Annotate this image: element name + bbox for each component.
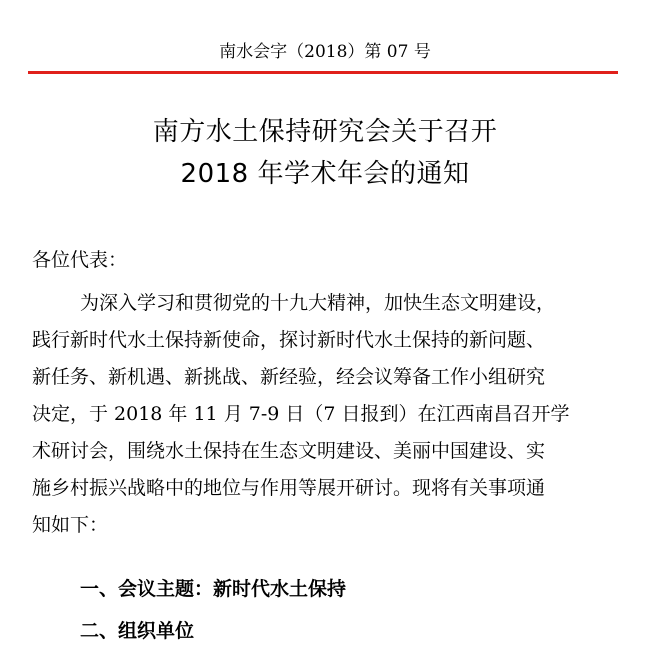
document-number: 南水会字（2018）第 07 号	[219, 42, 431, 62]
section-heading-2: 二、组织单位	[80, 620, 195, 642]
paragraph-line-7: 知如下：	[32, 514, 109, 536]
salutation: 各位代表：	[32, 249, 128, 271]
paragraph-line-5: 术研讨会，围绕水土保持在生态文明建设、美丽中国建设、实	[32, 440, 546, 462]
title-line-2: 2018 年学术年会的通知	[180, 159, 470, 189]
section-heading-1: 一、会议主题：新时代水土保持	[80, 578, 347, 600]
paragraph-line-2: 践行新时代水土保持新使命，探讨新时代水土保持的新问题、	[32, 329, 546, 351]
paragraph-line-6: 施乡村振兴战略中的地位与作用等展开研讨。现将有关事项通	[32, 477, 546, 499]
paragraph-line-4: 决定，于 2018 年 11 月 7-9 日（7 日报到）在江西南昌召开学	[32, 403, 570, 425]
red-header-rule	[28, 71, 618, 74]
title-line-1: 南方水土保持研究会关于召开	[152, 117, 498, 147]
document-title	[0, 111, 650, 195]
paragraph-line-1: 为深入学习和贯彻党的十九大精神，加快生态文明建设，	[80, 292, 556, 314]
paragraph-line-3: 新任务、新机遇、新挑战、新经验，经会议筹备工作小组研究	[32, 366, 546, 388]
